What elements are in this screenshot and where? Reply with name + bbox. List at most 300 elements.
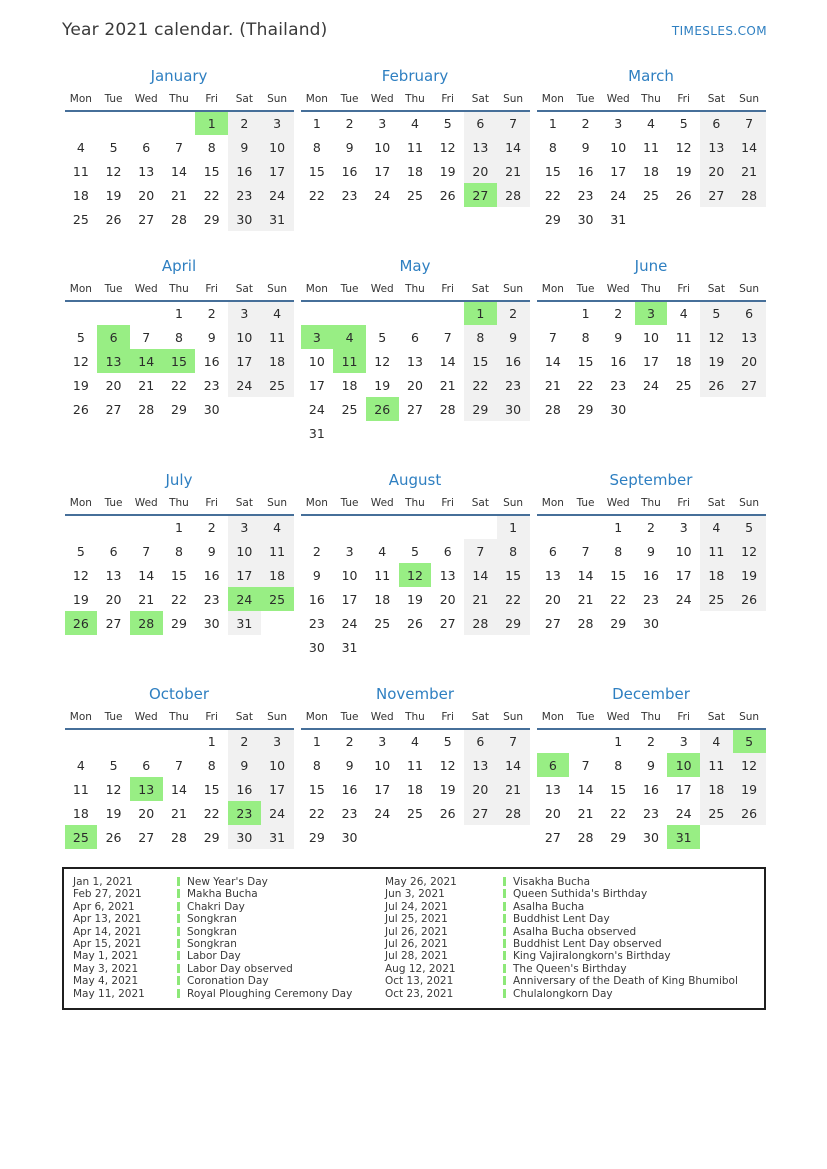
month-december — [534, 685, 768, 849]
day-cell: 16 — [228, 777, 261, 801]
day-cell: 14 — [577, 567, 594, 583]
day-cell: 1 — [312, 116, 321, 131]
legend-date: Feb 27, 2021 — [73, 888, 142, 901]
day-header: Tue — [569, 280, 602, 301]
day-header: Sun — [261, 494, 294, 515]
day-cell: 20 — [138, 187, 155, 203]
day-cell: 5 — [76, 543, 85, 559]
day-cell: 26 — [700, 373, 733, 397]
week-row — [301, 515, 530, 539]
day-cell: 30 — [643, 615, 659, 631]
day-cell: 2 — [646, 734, 655, 749]
legend-marker-icon — [503, 951, 506, 960]
legend-date: Jan 1, 2021 — [73, 876, 133, 888]
day-cell: 19 — [72, 591, 89, 607]
month-title: March — [628, 67, 674, 85]
day-cell: 29 — [203, 211, 220, 227]
day-cell: 13 — [439, 567, 456, 583]
day-cell: 27 — [544, 829, 561, 845]
legend-date: Jul 24, 2021 — [385, 900, 448, 913]
day-cell: 15 — [577, 353, 594, 369]
day-cell: 30 — [610, 401, 627, 417]
day-header: Mon — [301, 90, 334, 111]
day-cell: 4 — [646, 116, 655, 131]
empty-cell — [667, 611, 700, 635]
day-cell: 23 — [643, 591, 659, 607]
month-september — [534, 471, 768, 635]
day-cell: 30 — [643, 829, 659, 845]
day-cell: 20 — [544, 591, 561, 607]
week-row — [537, 801, 766, 825]
site-link[interactable]: TIMESLES.COM — [671, 24, 767, 38]
day-header: Sun — [497, 280, 530, 301]
day-cell: 14 — [497, 135, 530, 159]
week-row — [537, 159, 766, 183]
day-cell: 24 — [308, 401, 325, 417]
legend-holiday-name: Buddhist Lent Day — [513, 913, 610, 926]
week-row — [65, 325, 294, 349]
legend-marker-icon — [177, 877, 180, 886]
day-cell: 29 — [308, 829, 325, 845]
day-cell: 21 — [138, 377, 155, 393]
day-header: Thu — [163, 708, 196, 729]
day-cell: 6 — [700, 111, 733, 135]
day-cell: 23 — [643, 805, 659, 821]
day-cell: 25 — [341, 401, 358, 417]
empty-cell — [261, 611, 294, 635]
day-header: Fri — [431, 90, 464, 111]
legend-date: May 1, 2021 — [73, 950, 139, 963]
day-cell: 15 — [497, 563, 530, 587]
legend-entry — [503, 938, 755, 950]
day-cell: 28 — [138, 401, 155, 417]
holiday-day-cell: 5 — [733, 729, 766, 753]
legend-date: Jul 25, 2021 — [385, 913, 448, 926]
day-header: Tue — [569, 494, 602, 515]
day-cell: 31 — [228, 611, 261, 635]
day-cell: 16 — [497, 349, 530, 373]
day-cell: 24 — [675, 805, 692, 821]
week-row — [65, 301, 294, 325]
day-cell: 17 — [261, 777, 294, 801]
empty-cell — [333, 515, 366, 539]
day-cell: 3 — [378, 116, 387, 131]
day-cell: 6 — [142, 757, 151, 773]
week-row — [65, 159, 294, 183]
day-cell: 29 — [544, 211, 561, 227]
day-header: Sat — [700, 280, 733, 301]
day-cell: 8 — [312, 757, 321, 773]
day-header: Wed — [602, 90, 635, 111]
day-cell: 1 — [548, 116, 557, 131]
empty-cell — [497, 825, 530, 849]
day-cell: 29 — [203, 829, 220, 845]
day-cell: 11 — [700, 753, 733, 777]
day-cell: 23 — [308, 615, 325, 631]
week-row — [537, 373, 766, 397]
day-cell: 8 — [464, 325, 497, 349]
week-row — [65, 729, 294, 753]
day-cell: 20 — [733, 349, 766, 373]
day-cell: 19 — [439, 781, 456, 797]
empty-cell — [733, 397, 766, 421]
day-cell: 3 — [679, 520, 688, 535]
day-cell: 23 — [203, 591, 220, 607]
day-cell: 8 — [174, 329, 183, 345]
day-cell: 6 — [464, 111, 497, 135]
legend-entry — [503, 988, 755, 1000]
empty-cell — [399, 825, 432, 849]
day-cell: 7 — [142, 543, 151, 559]
week-row — [65, 515, 294, 539]
holiday-day-cell: 25 — [65, 825, 98, 849]
day-cell: 6 — [142, 139, 151, 155]
day-cell: 10 — [374, 757, 391, 773]
empty-cell — [130, 729, 163, 753]
day-header: Sun — [733, 90, 766, 111]
day-cell: 28 — [464, 611, 497, 635]
day-cell: 13 — [105, 567, 122, 583]
day-cell: 22 — [464, 373, 497, 397]
day-cell: 5 — [109, 757, 118, 773]
day-cell: 3 — [345, 543, 354, 559]
day-cell: 12 — [439, 139, 456, 155]
day-cell: 31 — [261, 825, 294, 849]
day-cell: 28 — [544, 401, 561, 417]
day-cell: 5 — [109, 139, 118, 155]
holiday-legend — [62, 867, 766, 1010]
month-title: June — [634, 257, 668, 275]
day-cell: 22 — [203, 805, 220, 821]
day-cell: 27 — [105, 401, 122, 417]
page-title: Year 2021 calendar. (Thailand) — [62, 20, 328, 40]
month-title: November — [375, 685, 455, 703]
day-cell: 11 — [72, 781, 89, 797]
legend-date: Aug 12, 2021 — [385, 962, 456, 975]
week-row — [537, 325, 766, 349]
day-cell: 4 — [76, 139, 85, 155]
holiday-day-cell: 12 — [399, 563, 432, 587]
day-cell: 20 — [700, 159, 733, 183]
empty-cell — [464, 515, 497, 539]
day-cell: 20 — [105, 591, 122, 607]
empty-cell — [333, 301, 366, 325]
empty-cell — [399, 421, 432, 445]
day-header: Sun — [497, 708, 530, 729]
month-table — [301, 280, 530, 445]
day-cell: 12 — [675, 139, 692, 155]
day-cell: 18 — [261, 349, 294, 373]
day-cell: 27 — [464, 801, 497, 825]
day-cell: 23 — [203, 377, 220, 393]
day-header: Tue — [333, 90, 366, 111]
empty-cell — [65, 515, 98, 539]
holiday-day-cell: 1 — [464, 301, 497, 325]
day-cell: 7 — [581, 757, 590, 773]
empty-cell — [733, 611, 766, 635]
day-cell: 15 — [308, 163, 325, 179]
legend-date: Jul 26, 2021 — [385, 925, 448, 938]
day-header: Tue — [569, 708, 602, 729]
day-cell: 7 — [443, 329, 452, 345]
day-header: Wed — [366, 90, 399, 111]
day-cell: 5 — [443, 116, 452, 131]
empty-cell — [431, 515, 464, 539]
day-header: Thu — [399, 494, 432, 515]
day-cell: 9 — [207, 543, 216, 559]
week-row — [301, 635, 530, 659]
legend-holiday-name: Queen Suthida's Birthday — [513, 888, 648, 901]
week-row — [301, 611, 530, 635]
holiday-day-cell: 25 — [261, 587, 294, 611]
day-cell: 24 — [643, 377, 659, 393]
empty-cell — [97, 515, 130, 539]
day-header: Mon — [537, 280, 570, 301]
holiday-day-cell: 3 — [301, 325, 334, 349]
day-cell: 4 — [261, 301, 294, 325]
week-row — [65, 397, 294, 421]
month-april — [62, 257, 296, 421]
legend-date: May 26, 2021 — [385, 876, 457, 888]
week-row — [537, 729, 766, 753]
day-cell: 31 — [308, 425, 325, 441]
day-cell: 14 — [138, 567, 155, 583]
day-cell: 10 — [261, 753, 294, 777]
day-cell: 7 — [548, 329, 557, 345]
week-row — [65, 801, 294, 825]
week-row — [537, 753, 766, 777]
legend-date: May 4, 2021 — [73, 975, 139, 988]
week-row — [537, 349, 766, 373]
day-cell: 29 — [610, 615, 627, 631]
day-cell: 14 — [577, 781, 594, 797]
day-cell: 19 — [407, 591, 423, 607]
day-cell: 15 — [544, 163, 561, 179]
day-header: Wed — [130, 280, 163, 301]
empty-cell — [366, 635, 399, 659]
empty-cell — [667, 397, 700, 421]
week-row — [65, 349, 294, 373]
day-header: Sat — [700, 494, 733, 515]
legend-marker-icon — [503, 877, 506, 886]
day-cell: 19 — [733, 777, 766, 801]
day-cell: 10 — [610, 139, 627, 155]
day-cell: 26 — [105, 211, 122, 227]
empty-cell — [130, 515, 163, 539]
day-cell: 30 — [577, 211, 594, 227]
day-cell: 22 — [610, 591, 627, 607]
day-cell: 22 — [308, 187, 325, 203]
day-cell: 8 — [548, 139, 557, 155]
empty-cell — [569, 729, 602, 753]
day-cell: 26 — [733, 801, 766, 825]
day-cell: 6 — [443, 543, 452, 559]
empty-cell — [366, 515, 399, 539]
legend-entry — [503, 876, 755, 888]
day-cell: 16 — [203, 353, 220, 369]
day-cell: 2 — [345, 116, 354, 131]
day-cell: 13 — [407, 353, 423, 369]
empty-cell — [366, 301, 399, 325]
day-cell: 20 — [544, 805, 561, 821]
day-cell: 11 — [643, 139, 659, 155]
month-title: February — [381, 67, 449, 85]
legend-date: Apr 14, 2021 — [73, 925, 142, 938]
day-cell: 20 — [138, 805, 155, 821]
day-cell: 3 — [679, 734, 688, 749]
day-cell: 8 — [174, 543, 183, 559]
day-header: Fri — [431, 494, 464, 515]
day-header: Wed — [366, 494, 399, 515]
month-november — [298, 685, 532, 849]
day-cell: 15 — [203, 781, 220, 797]
month-table — [537, 280, 766, 421]
week-row — [537, 515, 766, 539]
day-header: Thu — [399, 90, 432, 111]
day-cell: 1 — [614, 520, 623, 535]
day-cell: 20 — [407, 377, 423, 393]
day-cell: 28 — [577, 829, 594, 845]
empty-cell — [537, 729, 570, 753]
month-title: July — [165, 471, 193, 489]
legend-date: May 11, 2021 — [73, 987, 145, 1000]
day-cell: 23 — [577, 187, 594, 203]
day-cell: 2 — [312, 543, 321, 559]
empty-cell — [333, 421, 366, 445]
day-header: Tue — [333, 708, 366, 729]
day-cell: 13 — [138, 163, 155, 179]
day-cell: 9 — [312, 567, 321, 583]
month-title: September — [609, 471, 693, 489]
day-cell: 26 — [105, 829, 122, 845]
month-table — [537, 708, 766, 849]
day-cell: 30 — [203, 401, 220, 417]
empty-cell — [65, 301, 98, 325]
day-header: Sun — [733, 280, 766, 301]
day-header: Mon — [65, 90, 98, 111]
day-cell: 12 — [439, 757, 456, 773]
day-cell: 6 — [109, 543, 118, 559]
day-header: Fri — [195, 90, 228, 111]
day-cell: 12 — [733, 753, 766, 777]
day-header: Tue — [569, 90, 602, 111]
holiday-day-cell: 15 — [163, 349, 196, 373]
day-cell: 26 — [733, 587, 766, 611]
months-grid — [62, 67, 767, 849]
day-cell: 6 — [548, 543, 557, 559]
day-cell: 20 — [464, 777, 497, 801]
month-february — [298, 67, 532, 207]
day-cell: 12 — [105, 781, 122, 797]
day-cell: 8 — [497, 539, 530, 563]
legend-entry — [177, 975, 385, 987]
day-cell: 24 — [261, 801, 294, 825]
day-cell: 10 — [374, 139, 391, 155]
day-cell: 27 — [544, 615, 561, 631]
day-cell: 29 — [497, 611, 530, 635]
day-cell: 17 — [675, 567, 692, 583]
month-title: May — [399, 257, 431, 275]
legend-marker-icon — [177, 976, 180, 985]
day-cell: 22 — [171, 591, 187, 607]
day-cell: 26 — [439, 805, 456, 821]
day-header: Fri — [667, 280, 700, 301]
holiday-day-cell: 23 — [228, 801, 261, 825]
empty-cell — [497, 421, 530, 445]
day-cell: 2 — [207, 306, 216, 321]
legend-holiday-name: Chulalongkorn Day — [513, 987, 613, 1000]
legend-holiday-name: King Vajiralongkorn's Birthday — [513, 950, 671, 963]
month-table — [65, 90, 294, 231]
day-cell: 4 — [261, 515, 294, 539]
day-header: Sat — [464, 708, 497, 729]
day-cell: 6 — [464, 729, 497, 753]
holiday-day-cell: 13 — [130, 777, 163, 801]
legend-entry — [177, 988, 385, 1000]
day-cell: 12 — [72, 353, 89, 369]
day-header: Sat — [228, 708, 261, 729]
legend-date: Oct 23, 2021 — [385, 987, 454, 1000]
legend-entry — [503, 963, 755, 975]
legend-holiday-name: Makha Bucha — [187, 888, 258, 901]
day-cell: 25 — [407, 805, 423, 821]
day-header: Sat — [464, 280, 497, 301]
day-cell: 15 — [610, 781, 627, 797]
day-cell: 30 — [341, 829, 358, 845]
day-cell: 9 — [614, 329, 623, 345]
day-cell: 25 — [675, 377, 692, 393]
day-header: Wed — [130, 90, 163, 111]
day-cell: 7 — [497, 729, 530, 753]
day-cell: 17 — [228, 563, 261, 587]
month-january — [62, 67, 296, 231]
day-header: Mon — [537, 494, 570, 515]
empty-cell — [733, 825, 766, 849]
empty-cell — [700, 825, 733, 849]
legend-holiday-name: Asalha Bucha — [513, 900, 585, 913]
holiday-day-cell: 26 — [366, 397, 399, 421]
empty-cell — [97, 729, 130, 753]
empty-cell — [700, 207, 733, 231]
day-cell: 22 — [203, 187, 220, 203]
month-title: October — [148, 685, 210, 703]
week-row — [301, 111, 530, 135]
empty-cell — [464, 825, 497, 849]
week-row — [301, 801, 530, 825]
week-row — [537, 825, 766, 849]
empty-cell — [537, 301, 570, 325]
day-cell: 23 — [341, 187, 358, 203]
holiday-day-cell: 6 — [97, 325, 130, 349]
day-header: Sat — [700, 708, 733, 729]
day-cell: 28 — [439, 401, 456, 417]
day-header: Tue — [97, 90, 130, 111]
holiday-day-cell: 3 — [635, 301, 668, 325]
empty-cell — [497, 635, 530, 659]
holiday-day-cell: 10 — [667, 753, 700, 777]
day-header: Sat — [464, 90, 497, 111]
week-row — [301, 397, 530, 421]
legend-marker-icon — [177, 989, 180, 998]
empty-cell — [301, 515, 334, 539]
empty-cell — [464, 421, 497, 445]
day-cell: 23 — [228, 183, 261, 207]
day-header: Thu — [163, 280, 196, 301]
day-cell: 5 — [410, 543, 419, 559]
day-cell: 30 — [228, 207, 261, 231]
week-row — [537, 539, 766, 563]
day-cell: 18 — [374, 591, 391, 607]
